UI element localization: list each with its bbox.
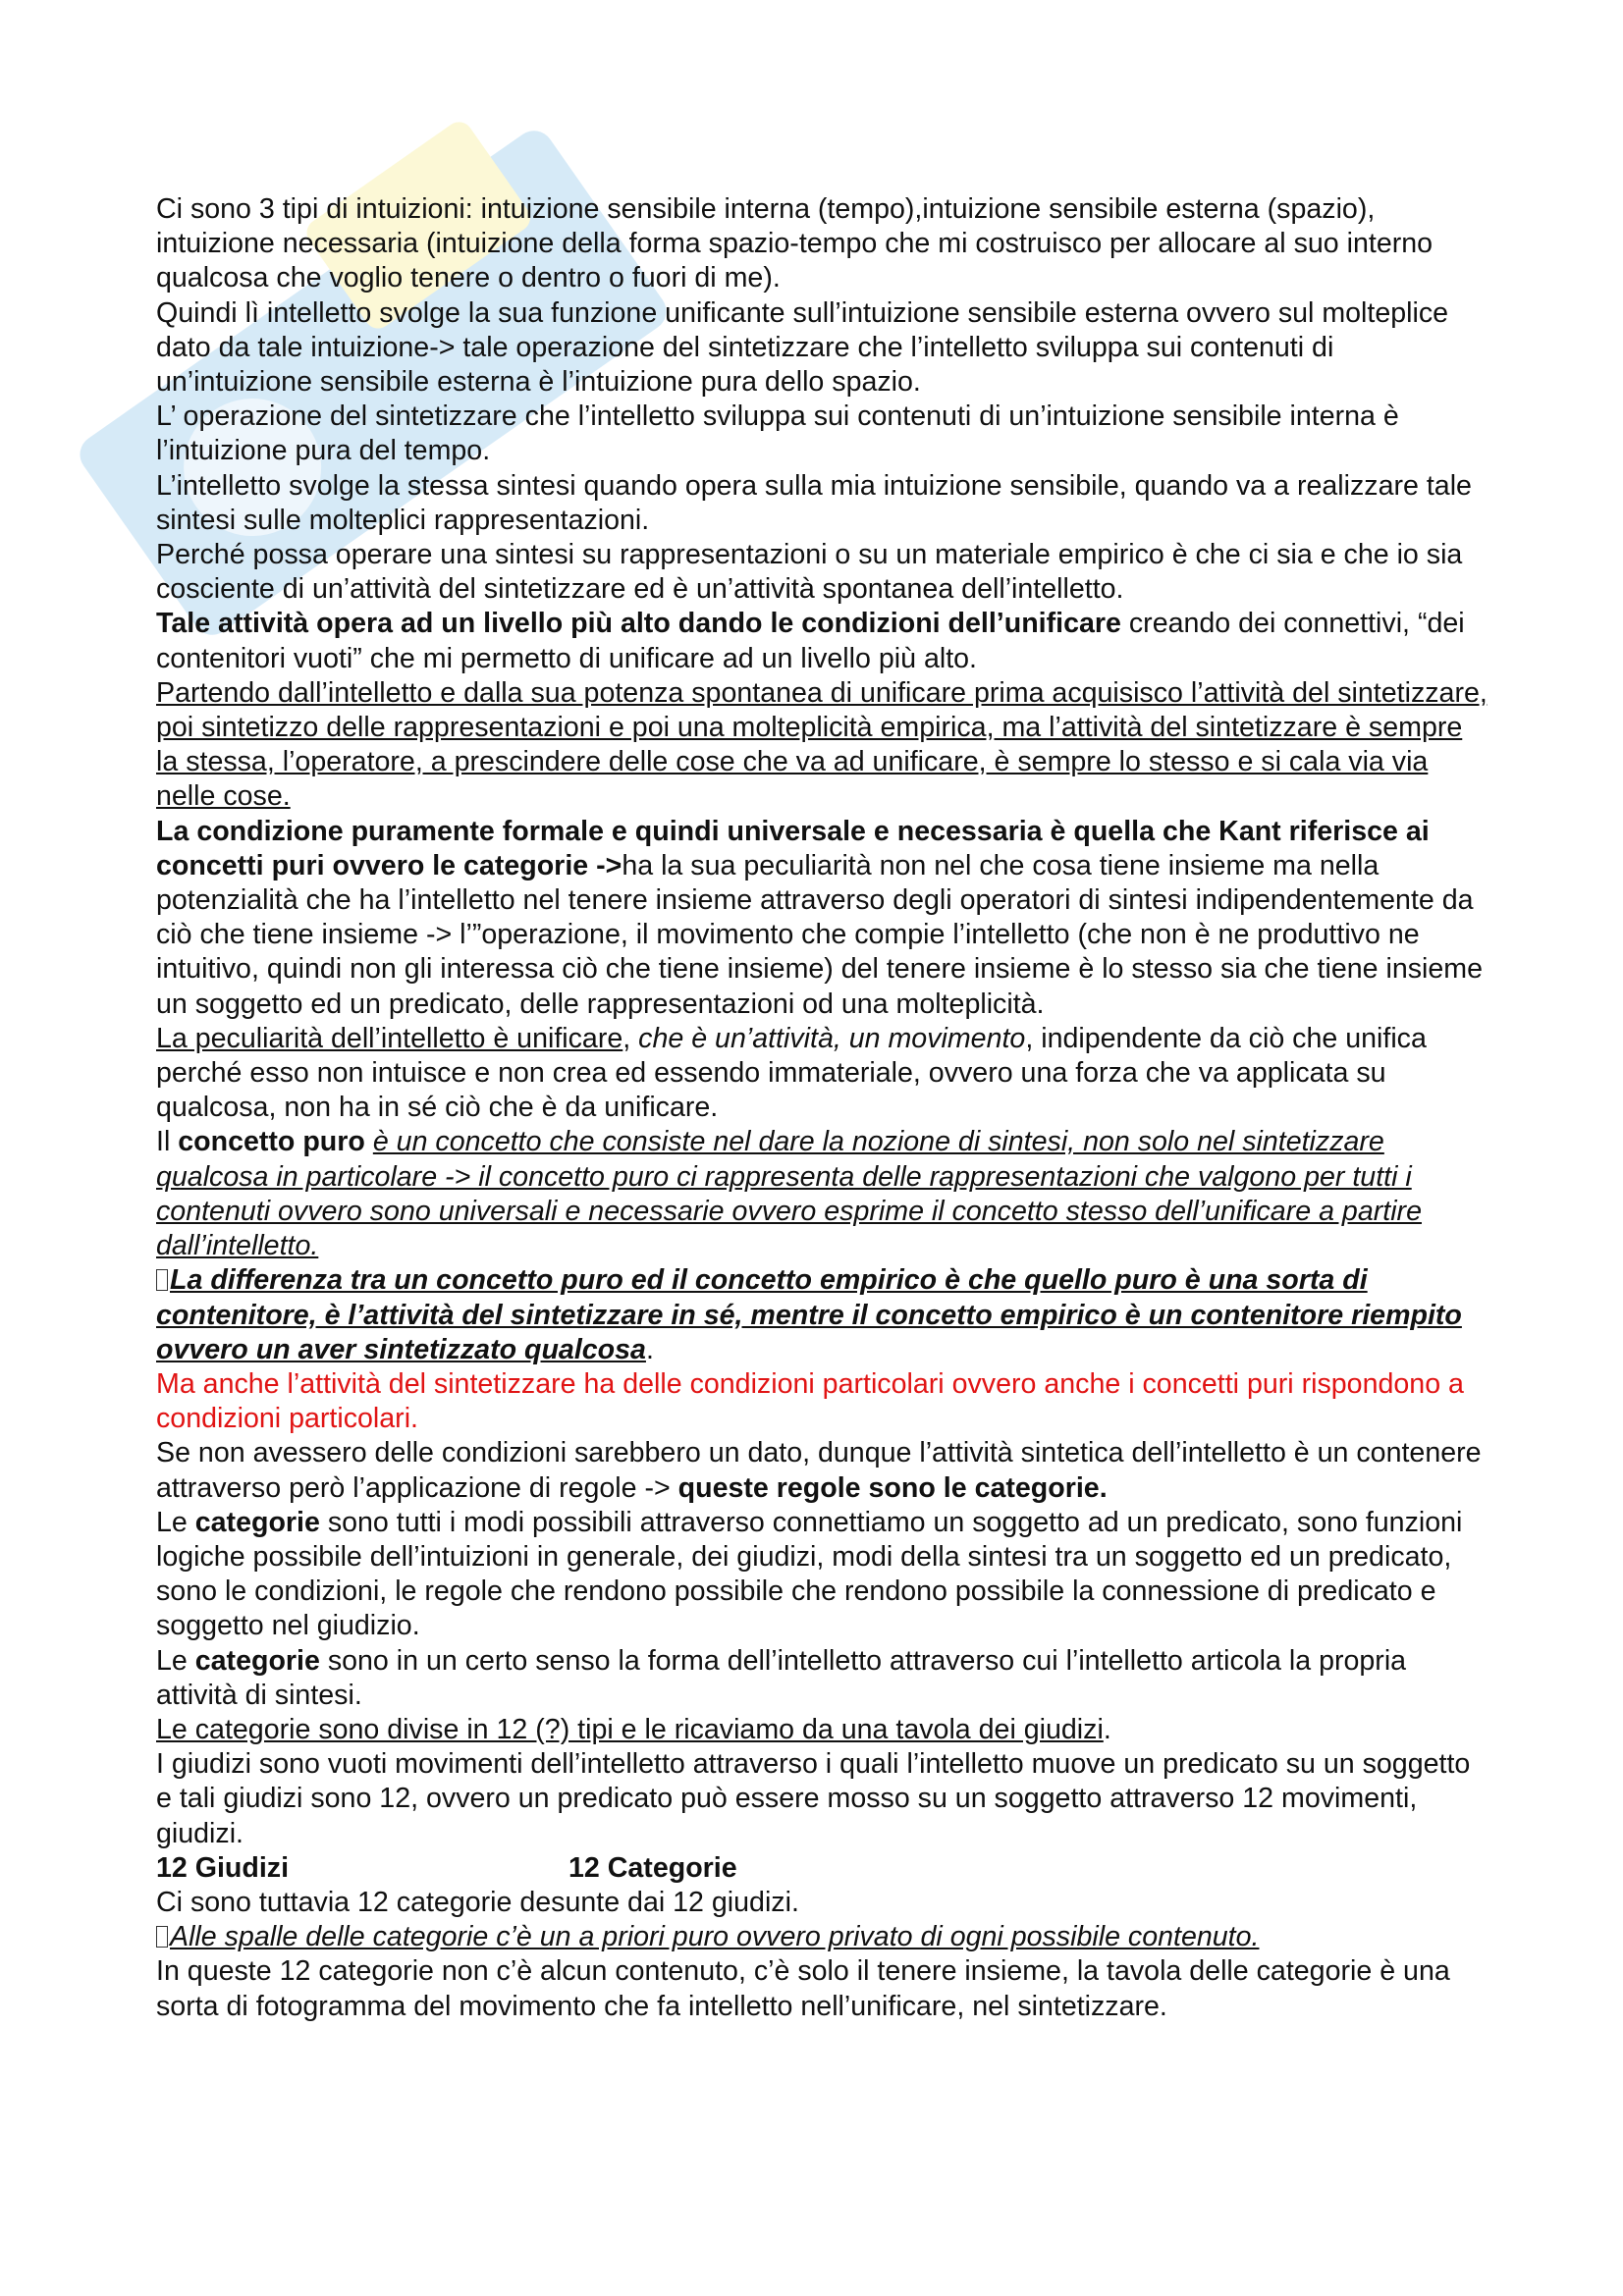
paragraph-twelve-categories: Ci sono tuttavia 12 categorie desunte dai 12 giudizi. [156,1886,799,1918]
bold-text: categorie [194,1506,320,1538]
paragraph-higher-level [156,607,1491,675]
document-body [156,192,1491,2024]
heading-left: 12 Giudizi [156,1851,290,1884]
paragraph-same-synthesis: L’intelletto svolge la stessa sintesi quando opera sulla mia intuizione sensibile, quando va a realizzare tale sintesi sulle molteplici rappresentazioni. [156,469,1472,536]
paragraph-operator [156,676,1491,815]
bold-text: concetto puro [178,1126,365,1158]
text: . [645,1333,654,1365]
underlined-text: Le categorie sono divise in 12 (?) tipi e le ricaviamo da una tavola dei giudizi [156,1713,1104,1745]
paragraph-judgments: I giudizi sono vuoti movimenti dell’intelletto attraverso i quali l’intelletto muove un predicato su un soggetto e tali giudizi sono 12, ovvero un predicato può essere mosso su un soggetto attraverso 12 movimenti, giudizi. [156,1748,1471,1849]
paragraph-internal-intuition: L’ operazione del sintetizzare che l’intelletto sviluppa sui contenuti di un’intuizione sensibile interna è l’intuizione pura del tempo. [156,400,1399,467]
missing-glyph-icon [156,1269,168,1291]
text: Il [156,1126,179,1158]
underlined-text: La peculiarità dell’intelletto è unificare [156,1022,623,1054]
paragraph-peculiarity [156,1022,1491,1126]
text: , [622,1022,639,1054]
bold-text: queste regole sono le categorie. [677,1471,1108,1504]
text: sono tutti i modi possibili attraverso connettiamo un soggetto ad un predicato, sono funzioni logiche possibile dell’intuizioni in generale, dei giudizi, modi della sintesi tra un soggetto ed un predicato, sono le condizioni, le regole che rendono possibile che rendono possibile la connessione di predicato e soggetto nel giudizio. [156,1506,1463,1642]
text: sono in un certo senso la forma dell’intelletto attraverso cui l’intelletto articola la propria attività di sintesi. [156,1644,1407,1711]
paragraph-categories-divided [156,1713,1491,1747]
heading-right: 12 Categorie [568,1851,737,1884]
text: creando dei connettivi, “dei contenitori vuoti” che mi permetto di unificare ad un livello più alto. [156,608,1465,674]
underlined-text: Partendo dall’intelletto e dalla sua potenza spontanea di unificare prima acquisisco l’attività del sintetizzare, poi sintetizzo delle rappresentazioni e poi una molteplicità empirica, ma l’attività del sintetizzare è sempre la stessa, l’operatore, a prescindere delle cose che va ad unificare, è sempre lo stesso e si cala via via nelle cose. [156,676,1488,813]
paragraph-categories-form [156,1644,1491,1713]
text: ha la sua peculiarità non nel che cosa tiene insieme ma nella potenzialità che ha l’intelletto nel tenere insieme attraverso degli operatori di sintesi indipendentemente da ciò che tiene insieme -> l’”operazione, il movimento che compie l’intelletto (che non è ne produttivo ne intuitivo, quindi non gli interessa ciò che tiene insieme) del tenere insieme è lo stesso sia che tiene insieme un soggetto ed un predicato, delle rappresentazioni od una molteplicità. [156,849,1483,1020]
paragraph-pure-concept [156,1125,1491,1263]
paragraph-a-priori [156,1920,1491,1954]
bold-text: categorie [194,1644,320,1677]
paragraph-external-intuition: Quindi lì intelletto svolge la sua funzione unificante sull’intuizione sensibile esterna ovvero sul molteplice dato da tale intuizione-> tale operazione del sintetizzare che l’intelletto sviluppa sui contenuti di un’intuizione sensibile esterna è l’intuizione pura dello spazio. [156,296,1449,399]
paragraph-categories-modes [156,1506,1491,1644]
text: . [1103,1713,1111,1745]
text: Le [156,1506,195,1538]
italic-text: che è un’attività, un movimento [638,1022,1026,1054]
paragraph-spontaneous-activity: Perché possa operare una sintesi su rappresentazioni o su un materiale empirico è che ci sia e che io sia cosciente di un’attività del sintetizzare ed è un’attività spontanea dell’intelletto. [156,539,1463,606]
italic-underlined-text: Alle spalle delle categorie c’è un a priori puro ovvero privato di ogni possibile contenuto. [170,1921,1260,1953]
bold-italic-underlined-text: La differenza tra un concetto puro ed il concetto empirico è che quello puro è una sorta di contenitore, è l’attività del sintetizzare in sé, mentre il concetto empirico è un contenitore riempito ovvero un aver sintetizzato qualcosa [156,1264,1462,1365]
text: Le [156,1644,195,1677]
missing-glyph-icon [156,1926,168,1948]
heading-judgments-categories [156,1851,1491,1886]
paragraph-red-note: Ma anche l’attività del sintetizzare ha delle condizioni particolari ovvero anche i concetti puri rispondono a condizioni particolari. [156,1367,1464,1435]
paragraph-intuitions: Ci sono 3 tipi di intuizioni: intuizione sensibile interna (tempo),intuizione sensibile esterna (spazio), intuizione necessaria (intuizione della forma spazio-tempo che mi costruisco per allocare al suo interno qualcosa che voglio tenere o dentro o fuori di me). [156,193,1434,294]
text [365,1126,373,1157]
text: Se non avessero delle condizioni sarebbero un dato, dunque l’attività sintetica dell’intelletto è un contenere attraverso però l’applicazione di regole -> [156,1437,1482,1504]
bold-text: La condizione puramente formale e quindi universale e necessaria è quella che Kant riferisce ai concetti puri ovvero le categorie -> [156,815,1430,881]
paragraph-rules [156,1436,1491,1505]
paragraph-no-content: In queste 12 categorie non c’è alcun contenuto, c’è solo il tenere insieme, la tavola delle categorie è una sorta di fotogramma del movimento che fa intelletto nell’unificare, nel sintetizzare. [156,1955,1450,2022]
text: , indipendente da ciò che unifica perché esso non intuisce e non crea ed essendo immateriale, ovvero una forza che va applicata su qualcosa, non ha in sé ciò che è da unificare. [156,1022,1427,1124]
italic-underlined-text: è un concetto che consiste nel dare la nozione di sintesi, non solo nel sintetizzare qualcosa in particolare -> il concetto puro ci rappresenta delle rappresentazioni che valgono per tutti i contenuti ovvero sono universali e necessarie ovvero esprime il concetto stesso dell’unificare a partire dall’intelletto. [156,1126,1422,1262]
paragraph-formal-condition [156,815,1491,1022]
paragraph-difference [156,1263,1491,1367]
bold-text: Tale attività opera ad un livello più alto dando le condizioni dell’unificare [156,608,1121,640]
